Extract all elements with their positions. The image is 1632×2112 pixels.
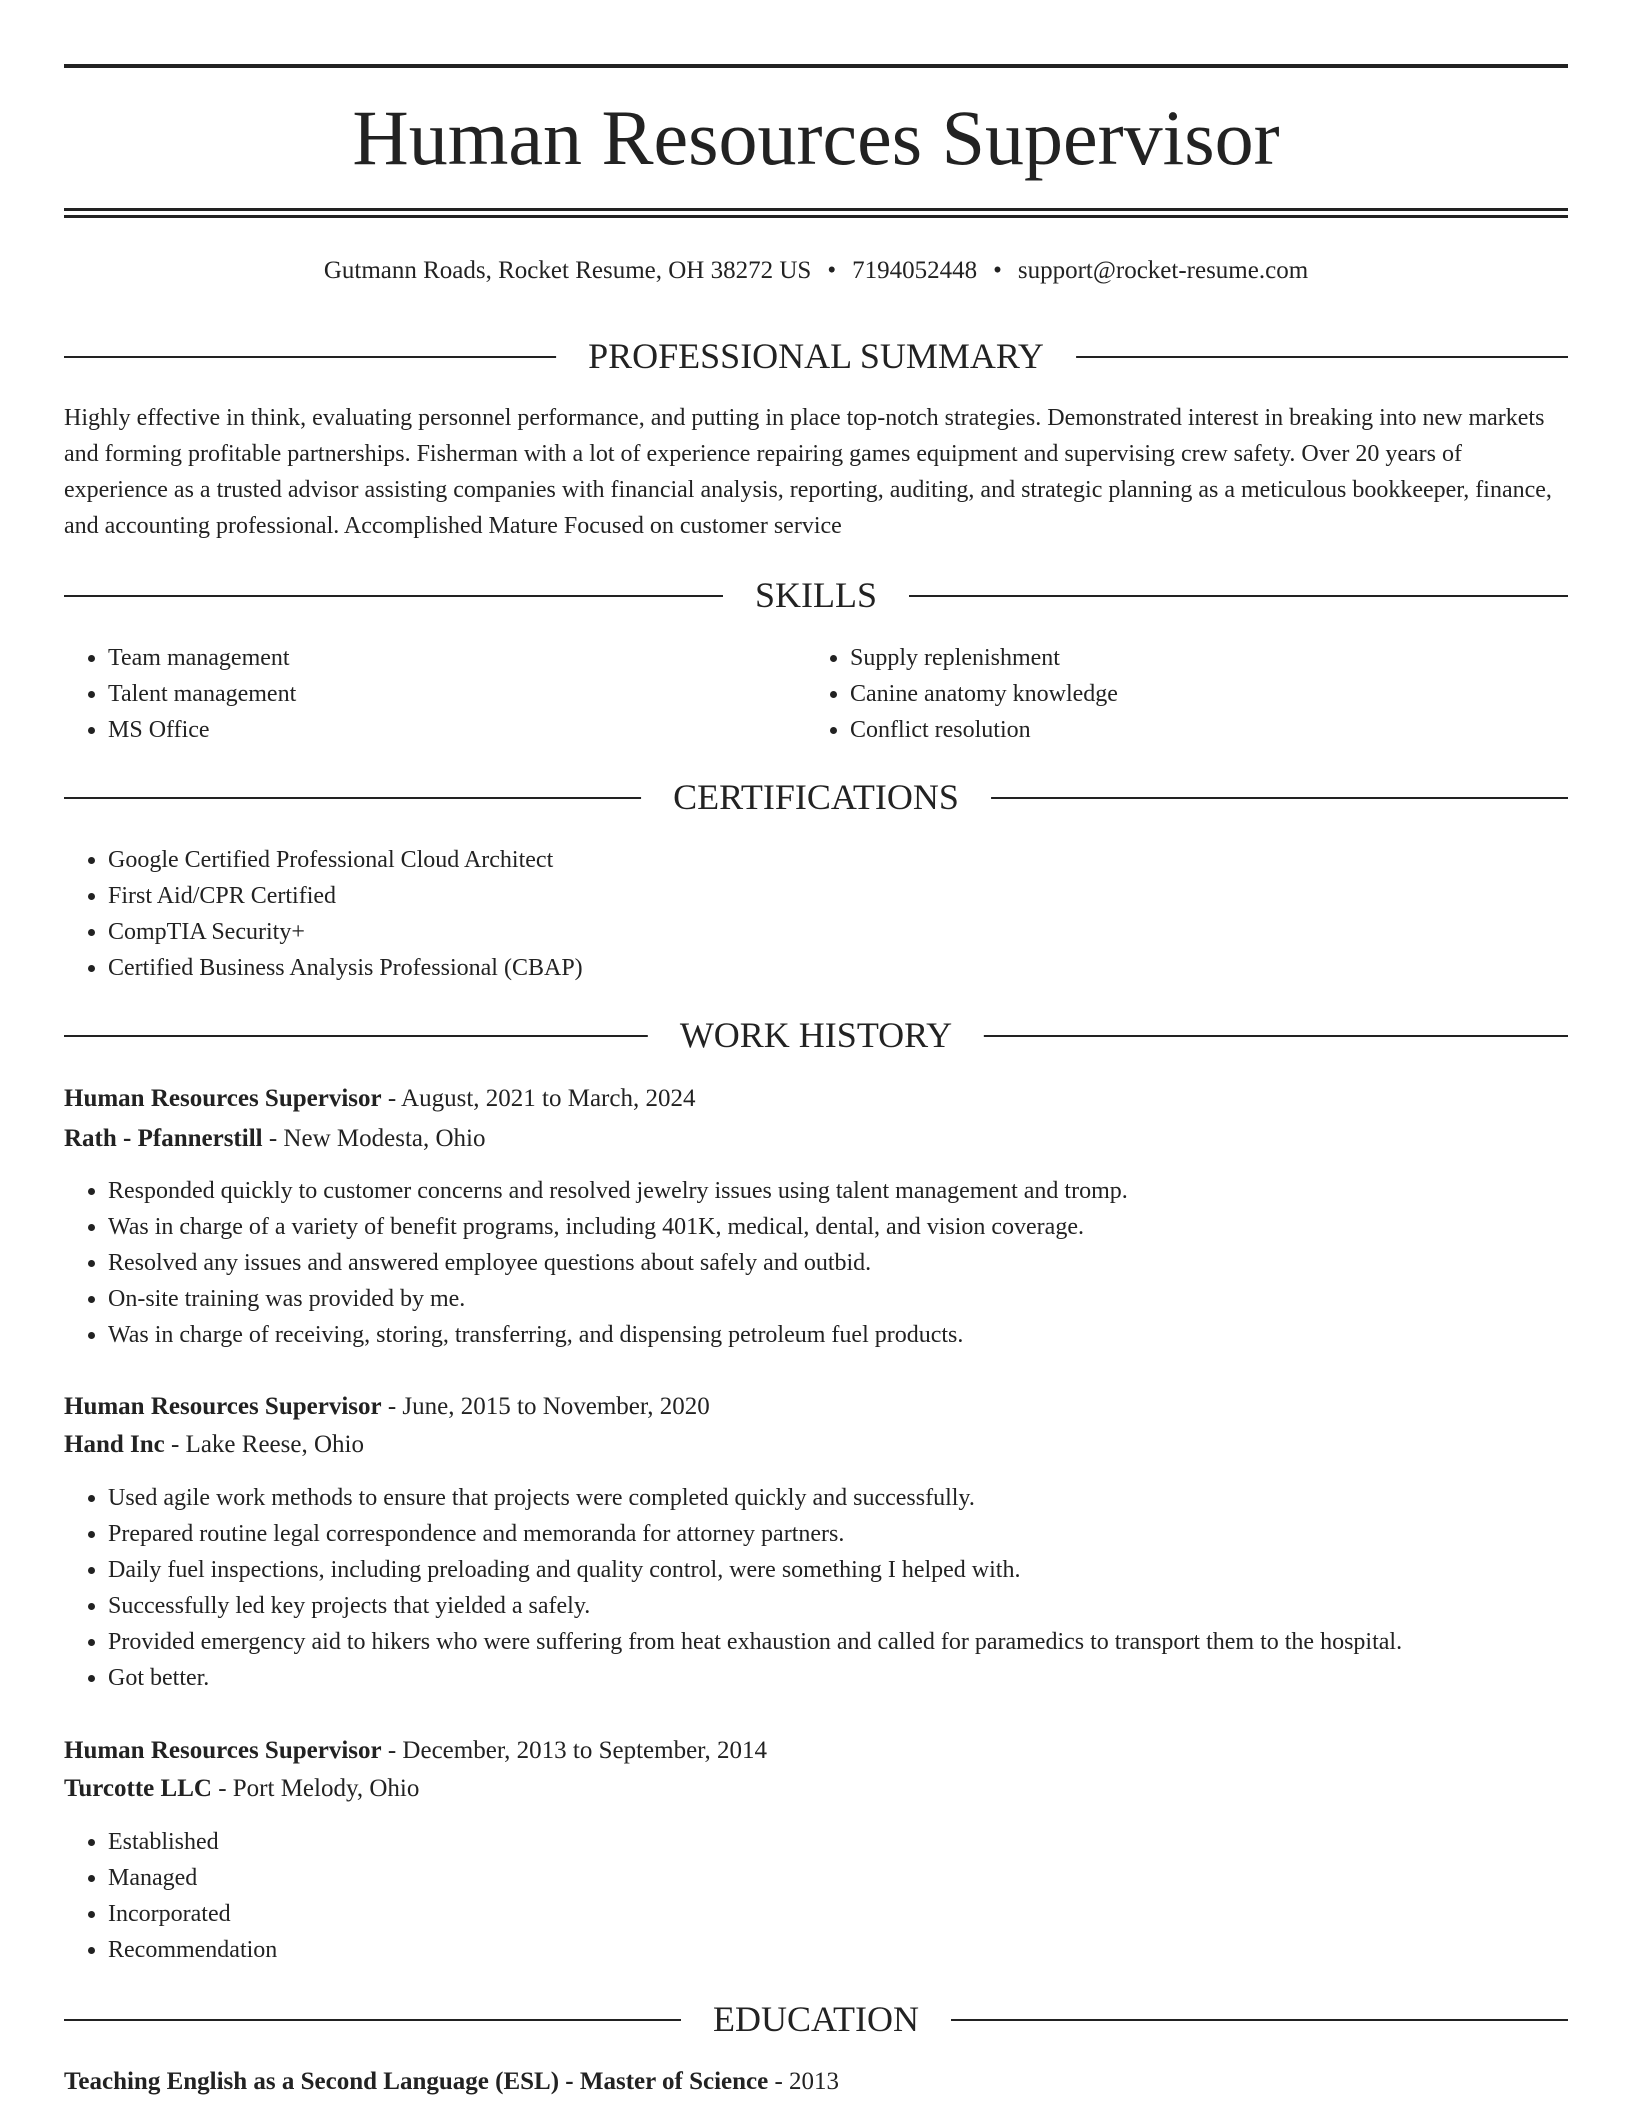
certification-item: • First Aid/CPR Certified — [108, 878, 1568, 914]
job-bullet: • On-site training was provided by me. — [108, 1281, 1588, 1317]
education-heading — [64, 1996, 1568, 2042]
contact-line — [64, 254, 1568, 288]
education-line — [64, 2064, 1568, 2100]
skills-heading — [64, 572, 1568, 618]
section-title: CERTIFICATIONS — [641, 774, 991, 820]
job-bullets — [64, 1173, 1588, 1353]
section-title: SKILLS — [723, 572, 909, 618]
education-year: - 2013 — [774, 2068, 840, 2095]
job-bullets — [64, 1824, 1588, 1968]
summary-text: Highly effective in think, evaluating personnel performance, and putting in place top-notch strategies. Demonstrated interest in breaking into new markets and forming profitable partnerships. Fisherman with a lot of experience repairing games equipment and supervising crew safety. Over 20 years of experience as a trusted advisor assisting companies with financial analysis, reporting, auditing, and strategic planning as a meticulous bookkeeper, finance, and accounting professional. Accomplished Mature Focused on customer service — [64, 405, 1552, 539]
job-title: Human Resources Supervisor — [64, 1393, 382, 1420]
job-company-line — [64, 1771, 1568, 1807]
job-bullet: • Managed — [108, 1860, 1588, 1896]
job-title: Human Resources Supervisor — [64, 1737, 382, 1764]
section-title: PROFESSIONAL SUMMARY — [556, 333, 1076, 379]
job-dates: - August, 2021 to March, 2024 — [387, 1085, 696, 1112]
job-company: Hand Inc — [64, 1431, 165, 1458]
job-bullet: • Daily fuel inspections, including preloading and quality control, were something I helped with. — [108, 1552, 1588, 1588]
job-location: - New Modesta, Ohio — [268, 1125, 486, 1152]
job-bullet: • Incorporated — [108, 1896, 1588, 1932]
certification-item: • Google Certified Professional Cloud Architect — [108, 842, 1568, 878]
certification-item: • CompTIA Security+ — [108, 914, 1568, 950]
job-bullet: • Provided emergency aid to hikers who were suffering from heat exhaustion and called for paramedics to transport them to the hospital. — [108, 1624, 1588, 1660]
section-title: EDUCATION — [681, 1996, 951, 2042]
job-title-line — [64, 1081, 1568, 1117]
job-company: Turcotte LLC — [64, 1775, 212, 1802]
job-title: Human Resources Supervisor — [64, 1085, 382, 1112]
job-company-line — [64, 1427, 1568, 1463]
skill-item: • Conflict resolution — [850, 712, 1590, 748]
contact-separator: • — [993, 257, 1002, 284]
job-bullet: • Was in charge of receiving, storing, transferring, and dispensing petroleum fuel products. — [108, 1317, 1588, 1353]
skill-item: • Team management — [108, 640, 808, 676]
certifications-heading — [64, 774, 1568, 820]
certifications-list — [64, 842, 1568, 986]
job-bullet: • Recommendation — [108, 1932, 1588, 1968]
job-bullet: • Established — [108, 1824, 1588, 1860]
contact-separator: • — [827, 257, 837, 284]
job-bullet: • Successfully led key projects that yielded a safely. — [108, 1588, 1588, 1624]
certification-item: • Certified Business Analysis Professional (CBAP) — [108, 950, 1568, 986]
job-title-line — [64, 1389, 1568, 1425]
work-history-heading — [64, 1012, 1568, 1058]
job-bullet: • Responded quickly to customer concerns and resolved jewelry issues using talent management and tromp. — [108, 1173, 1588, 1209]
contact-phone: 7194052448 — [852, 257, 978, 284]
job-bullet: • Used agile work methods to ensure that projects were completed quickly and successfully. — [108, 1480, 1588, 1516]
job-dates: - June, 2015 to November, 2020 — [387, 1393, 710, 1420]
skill-item: • MS Office — [108, 712, 808, 748]
education-degree: Teaching English as a Second Language (ESL) - Master of Science — [64, 2068, 769, 2095]
job-title-line — [64, 1733, 1568, 1769]
job-bullet: • Resolved any issues and answered employee questions about safely and outbid. — [108, 1245, 1588, 1281]
skill-item: • Supply replenishment — [850, 640, 1590, 676]
job-location: - Port Melody, Ohio — [218, 1775, 420, 1802]
skill-item: • Talent management — [108, 676, 808, 712]
job-company-line — [64, 1121, 1568, 1157]
job-bullet: • Was in charge of a variety of benefit programs, including 401K, medical, dental, and vision coverage. — [108, 1209, 1588, 1245]
section-title: WORK HISTORY — [648, 1012, 984, 1058]
candidate-name: Human Resources Supervisor — [352, 94, 1280, 181]
job-location: - Lake Reese, Ohio — [170, 1431, 364, 1458]
job-bullets — [64, 1480, 1588, 1696]
job-dates: - December, 2013 to September, 2014 — [387, 1737, 767, 1764]
job-bullet: • Got better. — [108, 1660, 1588, 1696]
summary-heading — [64, 333, 1568, 379]
contact-address: Gutmann Roads, Rocket Resume, OH 38272 US — [323, 257, 812, 284]
skills-list-left — [64, 640, 808, 748]
header-top-rule — [64, 64, 1568, 68]
skills-list-right — [806, 640, 1590, 748]
header-double-rule — [64, 208, 1568, 218]
skill-item: • Canine anatomy knowledge — [850, 676, 1590, 712]
job-company: Rath - Pfannerstill — [64, 1125, 263, 1152]
contact-email: support@rocket-resume.com — [1017, 257, 1309, 284]
job-bullet: • Prepared routine legal correspondence and memoranda for attorney partners. — [108, 1516, 1588, 1552]
